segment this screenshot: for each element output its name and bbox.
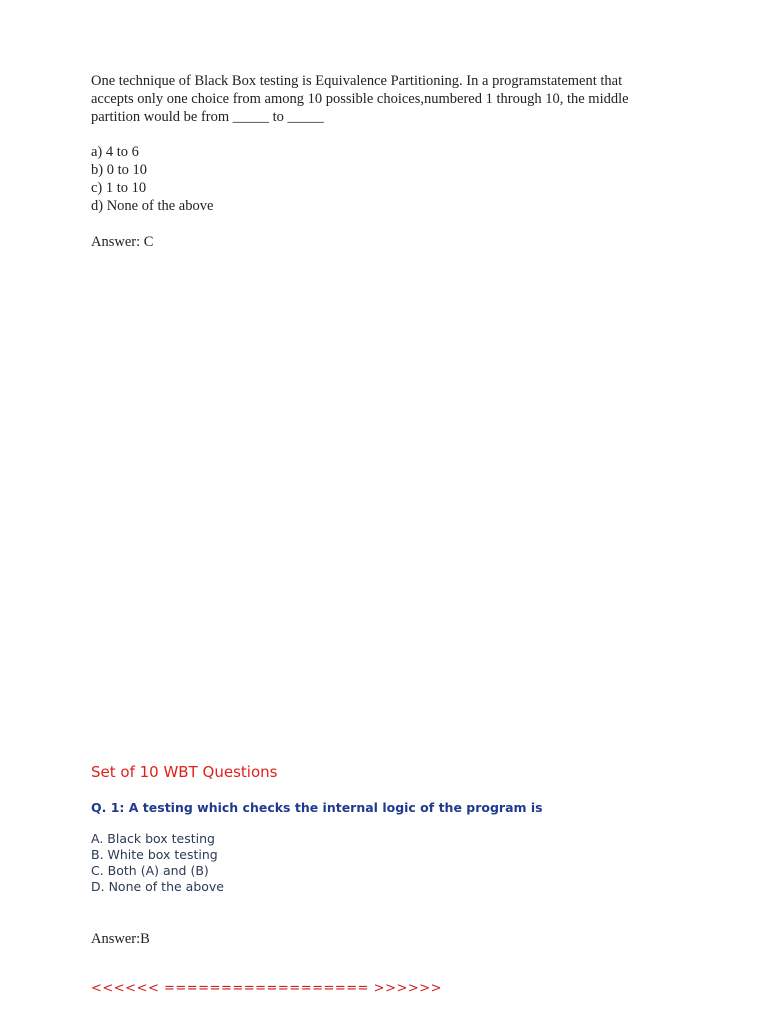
- wbt-section-title: Set of 10 WBT Questions: [91, 763, 278, 781]
- question-1-text: [91, 72, 681, 126]
- wbt-option-b: B. White box testing: [91, 847, 218, 862]
- wbt-option-a: A. Black box testing: [91, 831, 215, 846]
- option-a: a) 4 to 6: [91, 144, 139, 160]
- question-1-line: partition would be from _____ to _____: [91, 109, 324, 125]
- question-1-answer: Answer: C: [91, 234, 154, 250]
- question-1-line: One technique of Black Box testing is Equivalence Partitioning. In a programstatement that: [91, 73, 623, 89]
- wbt-question-1: Q. 1: A testing which checks the internal logic of the program is: [91, 800, 543, 815]
- question-1-options: [91, 143, 213, 215]
- option-c: c) 1 to 10: [91, 180, 147, 196]
- option-b: b) 0 to 10: [91, 162, 147, 178]
- wbt-question-1-options: [91, 831, 224, 895]
- option-d: d) None of the above: [91, 198, 214, 214]
- question-1-line: accepts only one choice from among 10 possible choices,numbered 1 through 10, the middle: [91, 91, 629, 107]
- wbt-option-c: C. Both (A) and (B): [91, 863, 209, 878]
- wbt-option-d: D. None of the above: [91, 879, 224, 894]
- navigation-divider: <<<<<< ================== >>>>>>: [91, 981, 443, 996]
- wbt-question-1-answer: Answer:B: [91, 931, 150, 947]
